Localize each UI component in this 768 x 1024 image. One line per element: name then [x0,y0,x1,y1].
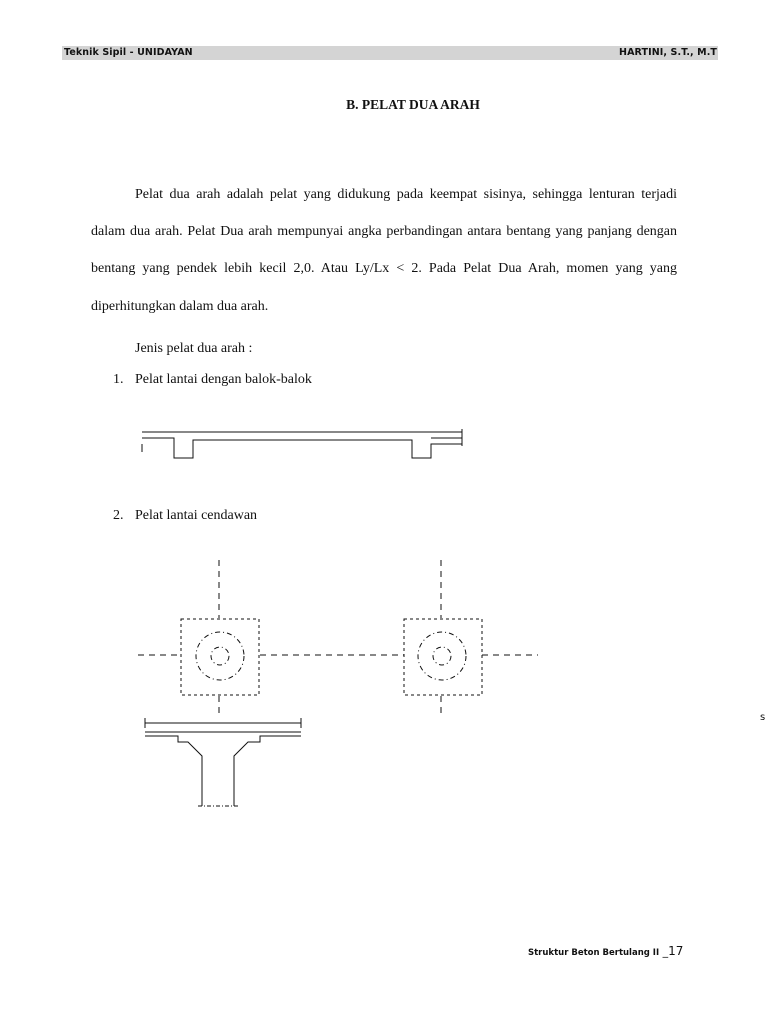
list-item-label: Pelat lantai cendawan [135,508,258,523]
list-item-label: Pelat lantai dengan balok-balok [135,372,312,387]
footer-separator: _ [659,945,669,958]
footer [528,942,683,960]
body-paragraph: Pelat dua arah adalah pelat yang didukung pada keempat sisinya, sehingga lenturan terjadi dalam dua arah. Pelat Dua arah mempunyai angka perbandingan antara bentang yang panjang dengan bentang yang pendek lebih kecil 2,0. Atau Ly/Lx < 2. Pada Pelat Dua Arah, momen yang yang diperhitungkan dalam dua arah. [91,187,677,314]
list-item-number: 2. [113,508,124,523]
flat-slab-plan-diagram [134,556,544,722]
types-intro: Jenis pelat dua arah : [135,341,253,356]
header-left: Teknik Sipil - UNIDAYAN [64,47,193,58]
flat-slab-section-diagram [140,716,308,812]
footer-title: Struktur Beton Bertulang II [528,948,660,958]
margin-mark: s [760,712,766,723]
header-right: HARTINI, S.T., M.T [619,47,717,58]
beam-slab-diagram [138,426,468,462]
list-item-number: 1. [113,372,124,387]
page-number: 17 [668,944,684,958]
section-title: B. PELAT DUA ARAH [346,97,480,112]
